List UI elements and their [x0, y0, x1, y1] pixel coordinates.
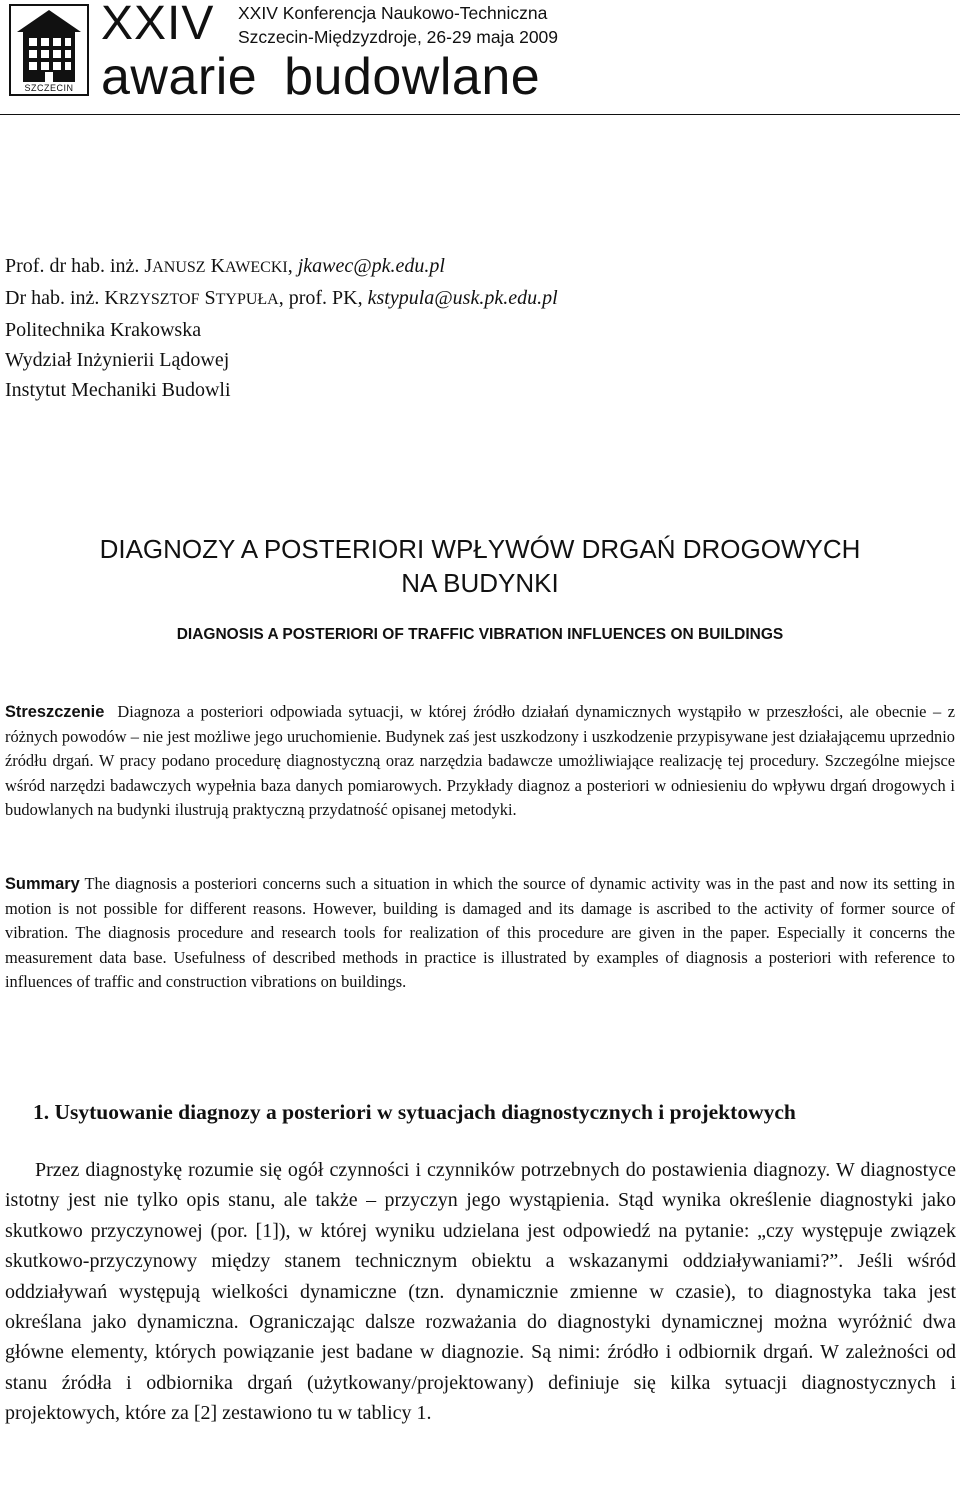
authors-block	[5, 251, 558, 405]
section-1-heading: 1. Usytuowanie diagnozy a posteriori w sytuacjach diagnostycznych i projektowych	[33, 1100, 796, 1124]
conference-place-date: Szczecin-Międzyzdroje, 26-29 maja 2009	[238, 27, 559, 47]
conference-header	[0, 0, 960, 118]
abstract-en	[5, 872, 955, 995]
paper-title-en: DIAGNOSIS A POSTERIORI OF TRAFFIC VIBRATION INFLUENCES ON BUILDINGS	[176, 626, 784, 643]
conference-name: XXIV Konferencja Naukowo-Techniczna	[238, 3, 548, 23]
conference-logo	[9, 4, 89, 96]
section-1-body	[5, 1155, 956, 1429]
header-divider	[0, 114, 960, 115]
paper-title-pl: DIAGNOZY A POSTERIORI WPŁYWÓW DRGAŃ DROGOWYCH NA BUDYNKI	[99, 534, 861, 598]
abstract-en-label: Summary	[5, 875, 80, 893]
affiliation-faculty: Wydział Inżynierii Lądowej	[5, 349, 230, 371]
author-email-2[interactable]: kstypula@usk.pk.edu.pl	[367, 287, 558, 309]
author-email-1[interactable]: jkawec@pk.edu.pl	[297, 255, 445, 277]
abstract-pl	[5, 700, 955, 823]
abstract-en-text: The diagnosis a posteriori concerns such a situation in which the source of dynamic activity was in the past and now its setting in motion is not possible for different reasons. However, building is damaged and its damage is ascribed to the activity of former source of vibration. The diagnosis procedure and research tools for realization of this procedure are given in the paper. Especially it concerns the measurement data base. Usefulness of described methods in practice is illustrated by examples of diagnosis a posteriori with reference to influences of traffic and construction vibrations on buildings.	[5, 874, 955, 992]
section-1-paragraph: Przez diagnostykę rozumie się ogół czynności i czynników potrzebnych do postawienia diagnozy. W diagnostyce istotny jest nie tylko opis stanu, ale także – przyczyn jego wystąpienia. Stąd wynika określenie diagnostyki jako skutkowo przyczynowej (por. [1]), w której wyniku udzielana jest odpowiedź na pytanie: „czy występuje związek skutkowo-przyczynowy między stanem technicznym obiektu a wskazanymi oddziaływaniami?”. Jeśli wśród oddziaływań występują wielkości dynamiczne (tzn. dynamicznie zmienne w czasie), to diagnostyka taka jest określana jako dynamiczna. Ograniczając dalsze rozważania do diagnostyki dynamicznej można wyróżnić dwa główne elementy, których powiązanie jest badane w diagnozie. Są nimi: źródło i odbiornik drgań. W zależności od stanu źródła i odbiornika drgań (użytkowany/projektowany) definiuje się kilka sytuacji diagnostycznych i projektowych, które za [2] zestawiono tu w tablicy 1.	[5, 1159, 956, 1425]
abstract-pl-text: Diagnoza a posteriori odpowiada sytuacji, w której źródło działań dynamicznych wystąpiło w przeszłości, ale obecnie – z różnych powodów – nie jest możliwe jego uruchomienie. Budynek zaś jest uszkodzony i uszkodzenie przypisywane jest działającemu uprzednio źródłu drgań. W pracy podano procedurę diagnostyczną oraz narzędzia badawcze umożliwiające realizację tej procedury. Szczególne miejsce wśród narzędzi badawczych wypełnia baza danych pomiarowych. Przykłady diagnoz a posteriori w odniesieniu do wpływu drgań drogowych i budowlanych na budynki ilustrują praktyczną przydatność opisanej metodyki.	[5, 702, 955, 820]
affiliation-institute: Instytut Mechaniki Budowli	[5, 379, 231, 401]
author-line-1: Prof. dr hab. inż. JANUSZ KAWECKI, jkawec@pk.edu.pl	[5, 255, 445, 277]
conference-series-title: awarie budowlane	[101, 48, 541, 106]
affiliation-university: Politechnika Krakowska	[5, 319, 202, 341]
building-logo-icon	[11, 6, 87, 84]
abstract-pl-label: Streszczenie	[5, 703, 105, 721]
conference-number: XXIV	[101, 0, 215, 50]
logo-label: SZCZECIN	[24, 83, 74, 93]
author-line-2: Dr hab. inż. KRZYSZTOF STYPUŁA, prof. PK, kstypula@usk.pk.edu.pl	[5, 287, 558, 309]
